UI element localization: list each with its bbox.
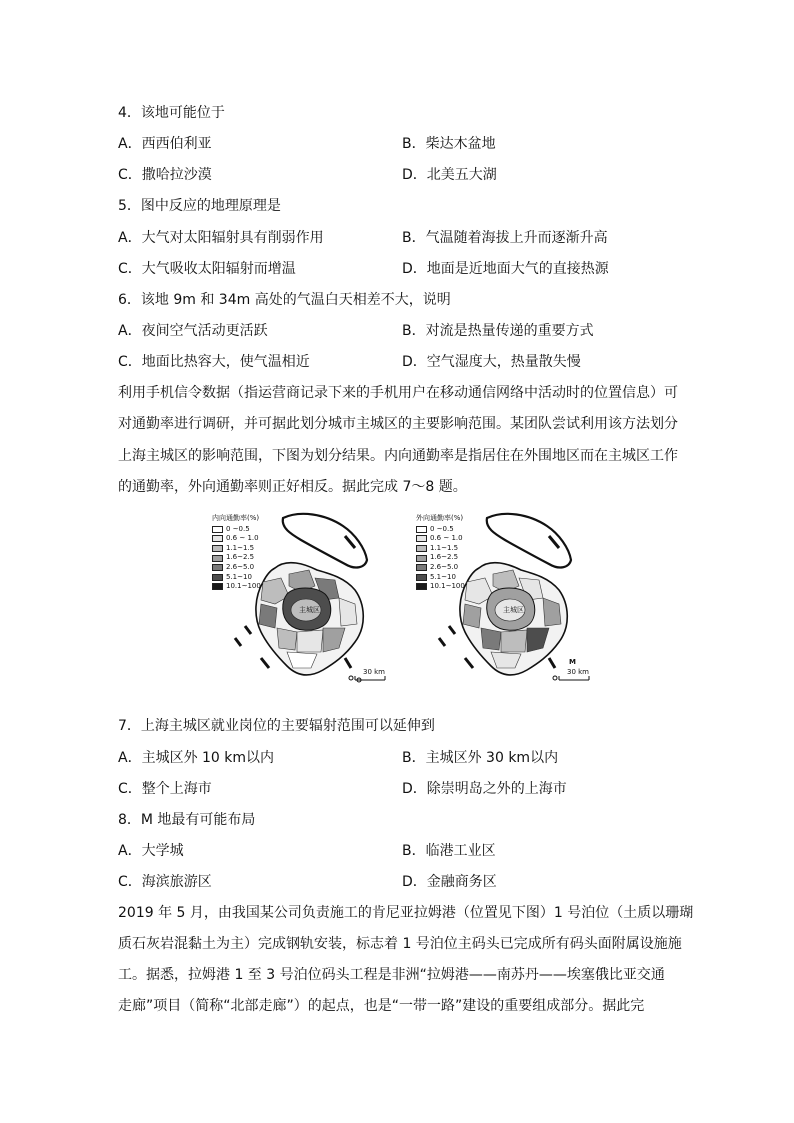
legend-row — [416, 563, 465, 573]
inbound-center-label: 主城区 — [299, 606, 320, 614]
q5-option-d: D．地面是近地面大气的直接热源 — [402, 261, 609, 277]
legend-row — [416, 534, 465, 544]
q8-stem: 8．M 地最有可能布局 — [118, 812, 256, 828]
q6-option-a: A．夜间空气活动更活跃 — [118, 323, 268, 339]
q5-option-b: B．气温随着海拔上升而逐渐升高 — [402, 230, 608, 246]
passage78-line-3: 上海主城区的影响范围，下图为划分结果。内向通勤率是指居住在外围地区而在主城区工作 — [118, 448, 678, 464]
legend-item: 1.6~2.5 — [226, 553, 255, 562]
legend-item: 10.1~100 — [226, 582, 261, 591]
legend-item: 0 ~0.5 — [430, 524, 454, 533]
passage-next-line-1: 2019 年 5 月，由我国某公司负责施工的肯尼亚拉姆港（位置见下图）1 号泊位（土质以珊瑚 — [118, 905, 694, 921]
q6-stem: 6．该地 9m 和 34m 高处的气温白天相差不大，说明 — [118, 292, 451, 308]
q4-option-a: A．西西伯利亚 — [118, 136, 212, 152]
legend-row — [416, 553, 465, 563]
q7-option-c: C．整个上海市 — [118, 781, 212, 797]
legend-row — [212, 563, 261, 573]
q5-stem: 5．图中反应的地理原理是 — [118, 198, 281, 214]
q7-option-d: D．除崇明岛之外的上海市 — [402, 781, 567, 797]
legend-item: 10.1~100 — [430, 582, 465, 591]
legend-row — [212, 553, 261, 563]
legend-item: 0.6 ~ 1.0 — [430, 534, 463, 543]
passage78-line-4: 的通勤率，外向通勤率则正好相反。据此完成 7～8 题。 — [118, 479, 467, 495]
outbound-scale-label: 30 km — [567, 668, 590, 676]
legend-row — [212, 534, 261, 544]
q6-option-d: D．空气湿度大，热量散失慢 — [402, 354, 581, 370]
legend-row — [212, 525, 261, 535]
q5-option-c: C．大气吸收太阳辐射而增温 — [118, 261, 296, 277]
q8-option-c: C．海滨旅游区 — [118, 874, 212, 890]
q6-option-c: C．地面比热容大，使气温相近 — [118, 354, 310, 370]
legend-row — [416, 582, 465, 592]
q7-stem: 7．上海主城区就业岗位的主要辐射范围可以延伸到 — [118, 718, 435, 734]
q8-option-b: B．临港工业区 — [402, 843, 496, 859]
legend-row — [212, 573, 261, 583]
q8-option-d: D．金融商务区 — [402, 874, 497, 890]
legend-row — [416, 573, 465, 583]
outbound-legend — [416, 514, 465, 592]
legend-item: 0.6 ~ 1.0 — [226, 534, 259, 543]
legend-row — [212, 544, 261, 554]
legend-item: 1.1~1.5 — [226, 543, 255, 552]
q8-option-a: A．大学城 — [118, 843, 184, 859]
inbound-scale-label: 30 km — [363, 668, 386, 676]
legend-item: 2.6~5.0 — [226, 562, 255, 571]
legend-item: 2.6~5.0 — [430, 562, 459, 571]
outbound-center-label: 主城区 — [503, 606, 524, 614]
legend-item: 1.1~1.5 — [430, 543, 459, 552]
legend-item: 0 ~0.5 — [226, 524, 250, 533]
passage-next-line-4: 走廊”项目（简称“北部走廊”）的起点，也是“一带一路”建设的重要组成部分。据此完 — [118, 998, 645, 1014]
m-location-label: M — [569, 658, 576, 666]
legend-row — [416, 525, 465, 535]
q7-option-a: A．主城区外 10 km以内 — [118, 750, 275, 766]
legend-row — [212, 582, 261, 592]
passage-next-line-3: 工。据悉，拉姆港 1 至 3 号泊位码头工程是非洲“拉姆港——南苏丹——埃塞俄比亚交通 — [118, 967, 665, 983]
inbound-legend-title: 内向通勤率(%) — [212, 514, 260, 522]
inbound-legend — [212, 514, 261, 592]
legend-row — [416, 544, 465, 554]
q5-option-a: A．大气对太阳辐射具有削弱作用 — [118, 230, 324, 246]
q4-option-b: B．柴达木盆地 — [402, 136, 496, 152]
outbound-legend-title: 外向通勤率(%) — [416, 514, 464, 522]
outbound-commute-map — [409, 508, 599, 694]
passage78-line-1: 利用手机信令数据（指运营商记录下来的手机用户在移动通信网络中活动时的位置信息）可 — [118, 385, 678, 401]
legend-item: 1.6~2.5 — [430, 553, 459, 562]
legend-item: 5.1~10 — [226, 572, 252, 581]
legend-item: 5.1~10 — [430, 572, 456, 581]
q4-stem: 4．该地可能位于 — [118, 105, 225, 121]
passage78-line-2: 对通勤率进行调研，并可据此划分城市主城区的主要影响范围。某团队尝试利用该方法划分 — [118, 416, 678, 432]
q4-option-c: C．撒哈拉沙漠 — [118, 167, 212, 183]
q4-option-d: D．北美五大湖 — [402, 167, 497, 183]
inbound-commute-map — [205, 508, 395, 694]
q6-option-b: B．对流是热量传递的重要方式 — [402, 323, 594, 339]
q7-option-b: B．主城区外 30 km以内 — [402, 750, 559, 766]
passage-next-line-2: 质石灰岩混黏土为主）完成钢轨安装，标志着 1 号泊位主码头已完成所有码头面附属设施施 — [118, 936, 682, 952]
commute-maps-figure — [205, 508, 599, 694]
